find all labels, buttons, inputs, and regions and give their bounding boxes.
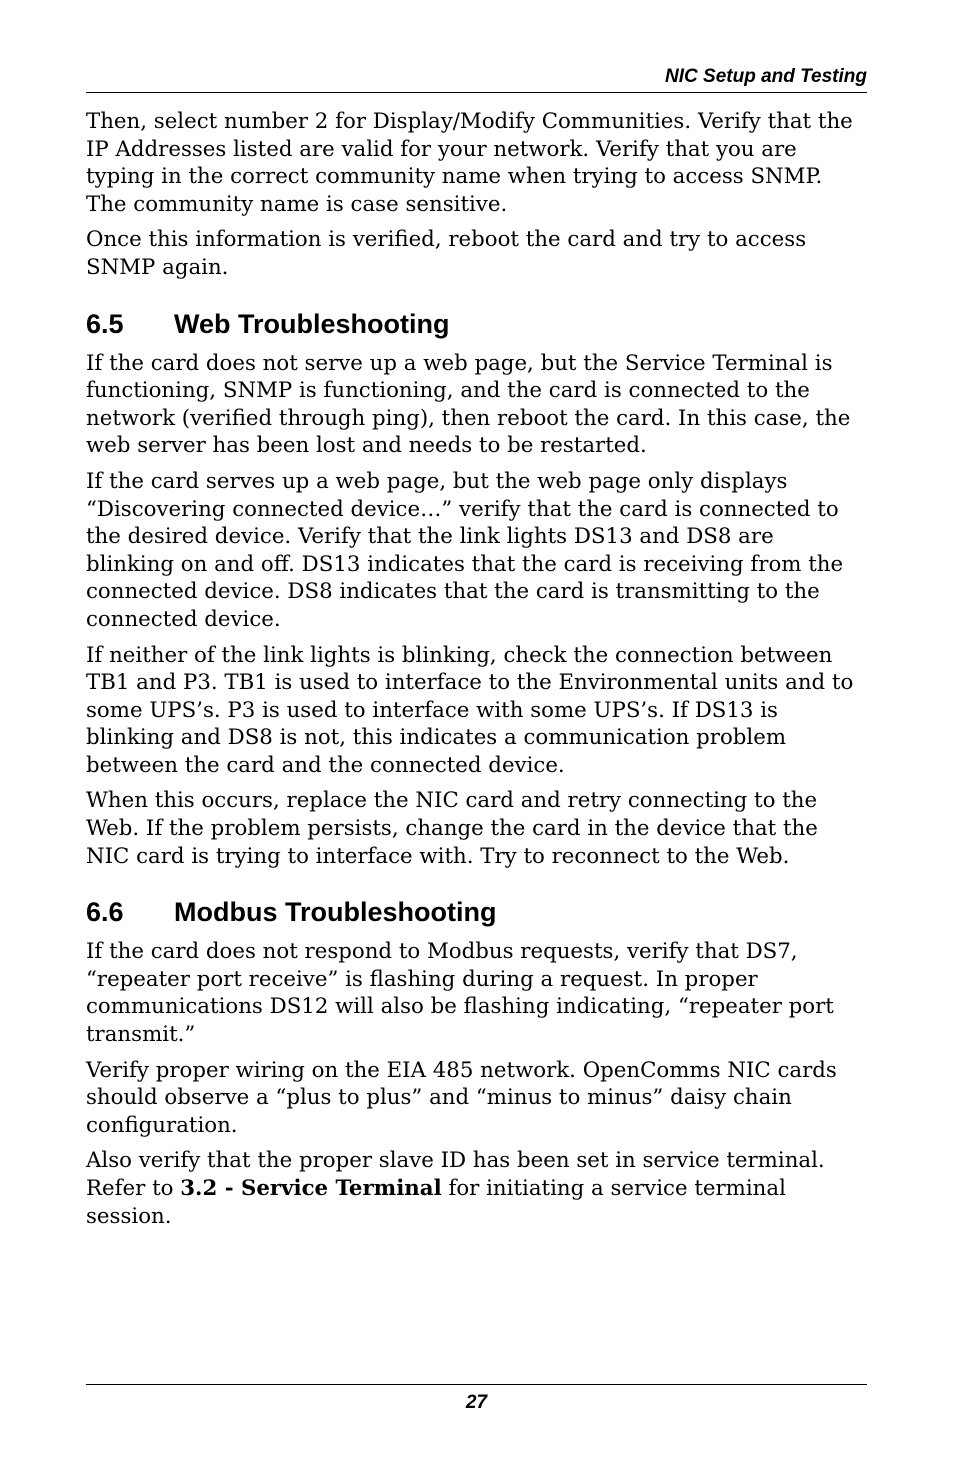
section-title: Modbus Troubleshooting bbox=[174, 897, 497, 928]
intro-paragraph-2: Once this information is verified, reboot the card and try to access SNMP again. bbox=[86, 227, 807, 280]
modbus-paragraph-3 bbox=[86, 1147, 867, 1230]
section-title: Web Troubleshooting bbox=[174, 308, 450, 339]
section-heading-modbus bbox=[86, 896, 867, 928]
web-paragraph-1: If the card does not serve up a web page, but the Service Terminal is functioning, SNMP is functioning, and the card is connected to the network (verified through ping), then reboot the card. In this case, the web server has been lost and needs to be restarted. bbox=[86, 350, 851, 459]
paragraph-text: for initiating a service terminal session. bbox=[86, 1176, 786, 1229]
web-paragraph-2: If the card serves up a web page, but the web page only displays “Discovering connected device…” verify that the card is connected to the desired device. Verify that the link lights DS13 and DS8 are blinking on and off. DS13 indicates that the card is receiving from the connected device. DS8 indicates that the card is transmitting to the connected device. bbox=[86, 468, 844, 632]
page-number: 27 bbox=[465, 1392, 488, 1413]
modbus-paragraph-1: If the card does not respond to Modbus requests, verify that DS7, “repeater port receive” is flashing during a request. In proper communications DS12 will also be flashing indicating, “repeater port transmit.” bbox=[86, 939, 834, 1048]
web-paragraph-4: When this occurs, replace the NIC card and retry connecting to the Web. If the problem persists, change the card in the device that the NIC card is trying to interface with. Try to reconnect to the Web. bbox=[86, 788, 818, 869]
paragraph-text: Also verify that the proper slave ID has been set in service terminal. Refer to bbox=[86, 1148, 825, 1201]
section-number: 6.6 bbox=[86, 897, 124, 928]
modbus-paragraph-2: Verify proper wiring on the EIA 485 network. OpenComms NIC cards should observe a “plus to plus” and “minus to minus” daisy chain configuration. bbox=[86, 1057, 837, 1138]
page-footer bbox=[86, 1384, 867, 1414]
page-header bbox=[86, 66, 867, 93]
web-paragraph-3: If neither of the link lights is blinking, check the connection between TB1 and P3. TB1 is used to interface to the Environmental units and to some UPS’s. P3 is used to interface with some UPS’s. If DS13 is blinking and DS8 is not, this indicates a communication problem between the card and the connected device. bbox=[86, 642, 854, 778]
section-heading-web bbox=[86, 308, 867, 340]
cross-reference-link[interactable]: 3.2 - Service Terminal bbox=[180, 1176, 442, 1201]
page-content bbox=[86, 108, 867, 1238]
header-title: NIC Setup and Testing bbox=[665, 66, 867, 87]
intro-paragraph-1: Then, select number 2 for Display/Modify Communities. Verify that the IP Addresses listed are valid for your network. Verify that you are typing in the correct community name when trying to access SNMP. The community name is case sensitive. bbox=[86, 109, 853, 217]
section-number: 6.5 bbox=[86, 308, 124, 339]
